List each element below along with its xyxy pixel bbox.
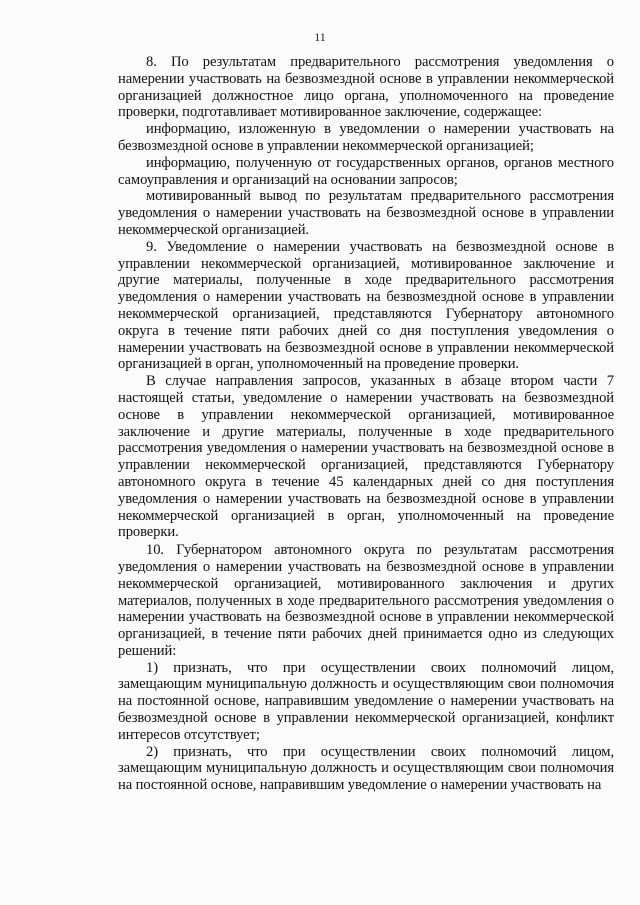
paragraph-8: 8. По результатам предварительного рассмотрения уведомления о намерении участвовать на безвозмездной основе в управлении некоммерческой организацией должностное лицо органа, уполномоченного на проведение проверки, подготавливает мотивированное заключение, содержащее: bbox=[118, 54, 614, 121]
paragraph-10-decision-2: 2) признать, что при осуществлении своих полномочий лицом, замещающим муниципальную должность и осуществляющим свои полномочия на постоянной основе, направившим уведомление о намерении участвовать на bbox=[118, 743, 614, 794]
page-number: 11 bbox=[314, 30, 326, 44]
paragraph-10-decision-1: 1) признать, что при осуществлении своих полномочий лицом, замещающим муниципальную должность и осуществляющим свои полномочия на постоянной основе, направившим уведомление о намерении участвовать на безвозмездной основе в управлении некоммерческой организацией, конфликт интересов отсутствует; bbox=[118, 659, 614, 743]
document-body bbox=[118, 54, 614, 794]
paragraph-8-item-1: информацию, изложенную в уведомлении о намерении участвовать на безвозмездной основе в управлении некоммерческой организацией; bbox=[118, 121, 614, 154]
paragraph-8-item-3: мотивированный вывод по результатам предварительного рассмотрения уведомления о намерении участвовать на безвозмездной основе в управлении некоммерческой организацией. bbox=[118, 188, 614, 238]
paragraph-9-requests: В случае направления запросов, указанных в абзаце втором части 7 настоящей статьи, уведомление о намерении участвовать на безвозмездной основе в управлении некоммерческой организацией, мотивированное заключение и другие материалы, полученные в ходе предварительного рассмотрения уведомления о намерении участвовать на безвозмездной основе в управлении некоммерческой организацией, представляются Губернатору автономного округа в течение 45 календарных дней со дня поступления уведомления о намерении участвовать на безвозмездной основе в управлении некоммерческой организацией в орган, уполномоченный на проведение проверки. bbox=[118, 373, 614, 541]
paragraph-9: 9. Уведомление о намерении участвовать на безвозмездной основе в управлении некоммерческой организацией, мотивированное заключение и другие материалы, полученные в ходе предварительного рассмотрения уведомления о намерении участвовать на безвозмездной основе в управлении некоммерческой организацией, представляются Губернатору автономного округа в течение пяти рабочих дней со дня поступления уведомления о намерении участвовать на безвозмездной основе в управлении некоммерческой организацией в орган, уполномоченный на проведение проверки. bbox=[118, 238, 614, 373]
paragraph-8-item-2: информацию, полученную от государственных органов, органов местного самоуправления и организаций на основании запросов; bbox=[118, 154, 614, 188]
paragraph-10: 10. Губернатором автономного округа по результатам рассмотрения уведомления о намерении участвовать на безвозмездной основе в управлении некоммерческой организацией, мотивированного заключения и других материалов, полученных в ходе предварительного рассмотрения уведомления о намерении участвовать на безвозмездной основе в управлении некоммерческой организацией, в течение пяти рабочих дней принимается одно из следующих решений: bbox=[118, 542, 614, 659]
